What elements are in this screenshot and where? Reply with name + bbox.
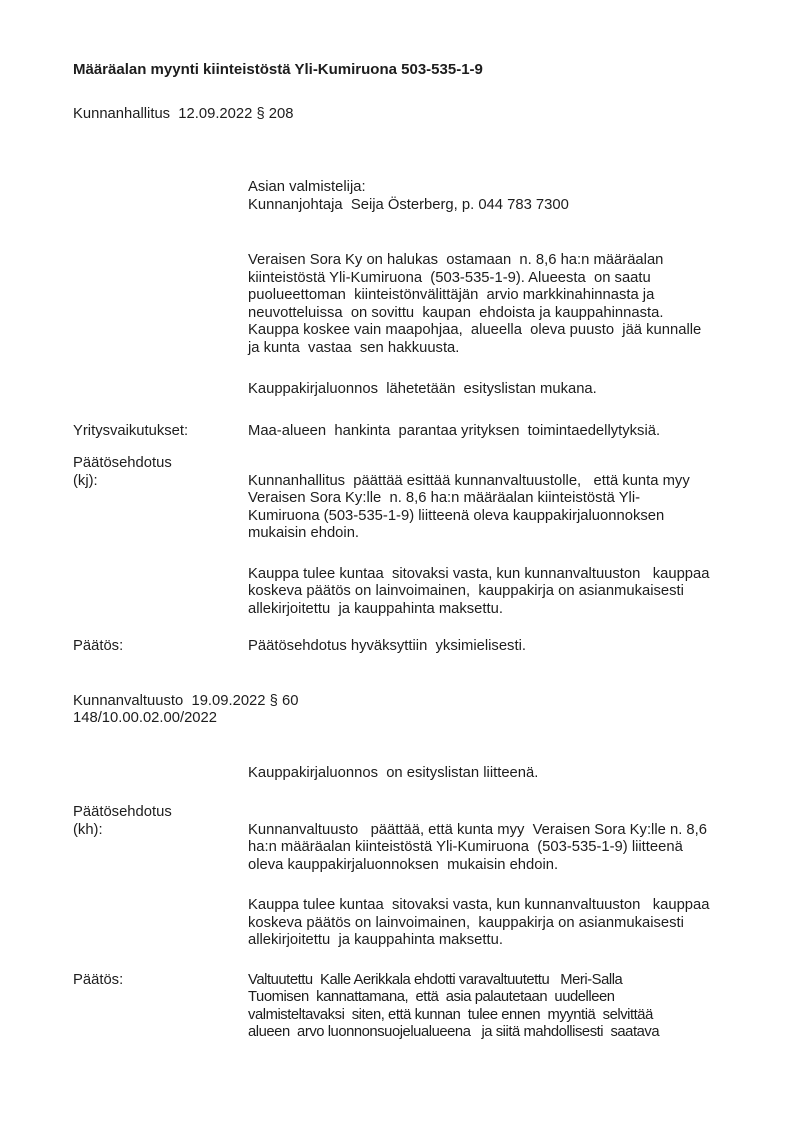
section-content-proposal-kh <box>248 804 744 950</box>
label-line: (kh): <box>73 821 103 838</box>
section-attachment-included <box>73 765 744 783</box>
section-intro <box>73 252 744 357</box>
section-label-decision-council <box>73 972 248 990</box>
section-label-proposal-kh <box>73 804 248 839</box>
section-content-business-impact <box>248 423 744 441</box>
section-proposal-kj <box>73 455 744 618</box>
section-content-preparer <box>248 179 744 214</box>
paragraph <box>248 381 744 399</box>
label-line: Päätös: <box>73 638 124 654</box>
paragraph-line: Valtuutettu Kalle Aerikkala ehdotti varavaltuutettu Meri-Salla <box>248 971 623 988</box>
paragraph <box>248 765 744 783</box>
label-line: Päätös: <box>73 971 124 988</box>
section-content-decision-council <box>248 972 744 1042</box>
paragraph <box>248 473 744 543</box>
paragraph-line: ja kunta vastaa sen hakkuusta. <box>248 339 460 356</box>
paragraph-line: Päätösehdotus hyväksyttiin yksimielisesti. <box>248 638 526 654</box>
section-label-decision-board <box>73 638 248 656</box>
paragraph-line: Kunnanjohtaja Seija Österberg, p. 044 783 7300 <box>248 196 569 213</box>
paragraph-line: Kauppakirjaluonnos lähetetään esityslistan mukana. <box>248 381 597 397</box>
paragraph-line: neuvotteluissa on sovittu kaupan ehdoista ja kauppahinnasta. <box>248 304 664 321</box>
paragraph-line: Kumiruona (503-535-1-9) liitteenä oleva kauppakirjaluonnoksen <box>248 507 665 524</box>
paragraph-line: alueen arvo luonnonsuojelualueena ja siitä mahdollisesti saatava <box>248 1024 660 1040</box>
section-content-attachment-included <box>248 765 744 783</box>
paragraph-line: Kauppa tulee kuntaa sitovaksi vasta, kun kunnanvaltuuston kauppaa <box>248 897 710 913</box>
council-meeting-header: Kunnanvaltuusto 19.09.2022 § 60 <box>73 692 299 709</box>
paragraph-line: valmisteltavaksi siten, että kunnan tulee ennen myyntiä selvittää <box>248 1006 653 1023</box>
label-line: (kj): <box>73 472 98 489</box>
paragraph-line: Kauppakirjaluonnos on esityslistan liitteenä. <box>248 764 539 781</box>
board-meeting-header: Kunnanhallitus 12.09.2022 § 208 <box>73 105 294 122</box>
section-business-impact <box>73 423 744 441</box>
paragraph-line: allekirjoitettu ja kauppahinta maksettu. <box>248 600 503 617</box>
paragraph <box>248 179 744 214</box>
paragraph-line: oleva kauppakirjaluonnoksen mukaisin ehdoin. <box>248 856 559 873</box>
section-content-proposal-kj <box>248 455 744 618</box>
paragraph <box>248 638 744 656</box>
label-line: Päätösehdotus <box>73 455 172 471</box>
document-title: Määräalan myynti kiinteistöstä Yli-Kumiruona 503-535-1-9 <box>73 61 483 78</box>
paragraph-line: puolueettoman kiinteistönvälittäjän arvio markkinahinnasta ja <box>248 287 655 303</box>
section-attachment-sent <box>73 381 744 399</box>
section-label-business-impact <box>73 423 248 441</box>
section-content-intro <box>248 252 744 357</box>
paragraph-line: Kauppa tulee kuntaa sitovaksi vasta, kun kunnanvaltuuston kauppaa <box>248 565 710 582</box>
section-proposal-kh <box>73 804 744 950</box>
paragraph <box>248 252 744 357</box>
paragraph-line: Kunnanhallitus päättää esittää kunnanvaltuustolle, että kunta myy <box>248 472 690 489</box>
label-line: Yritysvaikutukset: <box>73 422 189 439</box>
label-line: Päätösehdotus <box>73 804 172 820</box>
paragraph-line: Veraisen Sora Ky:lle n. 8,6 ha:n määräalan kiinteistöstä Yli- <box>248 490 641 506</box>
section-content-decision-board <box>248 638 744 656</box>
paragraph-line: Kauppa koskee vain maapohjaa, alueella oleva puusto jää kunnalle <box>248 322 702 338</box>
paragraph-line: koskeva päätös on lainvoimainen, kauppakirja on asianmukaisesti <box>248 914 684 931</box>
paragraph <box>248 423 744 441</box>
paragraph <box>248 566 744 619</box>
paragraph <box>248 972 744 1042</box>
paragraph-line: Veraisen Sora Ky on halukas ostamaan n. 8,6 ha:n määräalan <box>248 252 664 268</box>
section-decision-board <box>73 638 744 656</box>
section-content-attachment-sent <box>248 381 744 399</box>
paragraph-line: Kunnanvaltuusto päättää, että kunta myy Veraisen Sora Ky:lle n. 8,6 <box>248 821 707 838</box>
council-section <box>73 765 744 1042</box>
paragraph-line: Maa-alueen hankinta parantaa yrityksen toimintaedellytyksiä. <box>248 422 661 439</box>
paragraph-line: Tuomisen kannattamana, että asia palautetaan uudelleen <box>248 989 615 1005</box>
paragraph <box>248 822 744 875</box>
board-section <box>73 179 744 656</box>
paragraph-line: ha:n määräalan kiinteistöstä Yli-Kumiruona (503-535-1-9) liitteenä <box>248 839 683 855</box>
paragraph-line: allekirjoitettu ja kauppahinta maksettu. <box>248 932 503 948</box>
paragraph-line: kiinteistöstä Yli-Kumiruona (503-535-1-9). Alueesta on saatu <box>248 269 651 286</box>
paragraph-line: mukaisin ehdoin. <box>248 525 360 541</box>
paragraph-line: koskeva päätös on lainvoimainen, kauppakirja on asianmukaisesti <box>248 583 684 599</box>
paragraph-line: Asian valmistelija: <box>248 179 366 195</box>
section-label-proposal-kj <box>73 455 248 490</box>
section-preparer <box>73 179 744 214</box>
council-meeting-header-block <box>73 693 744 728</box>
council-case-number: 148/10.00.02.00/2022 <box>73 710 217 726</box>
paragraph <box>248 897 744 950</box>
section-decision-council <box>73 972 744 1042</box>
